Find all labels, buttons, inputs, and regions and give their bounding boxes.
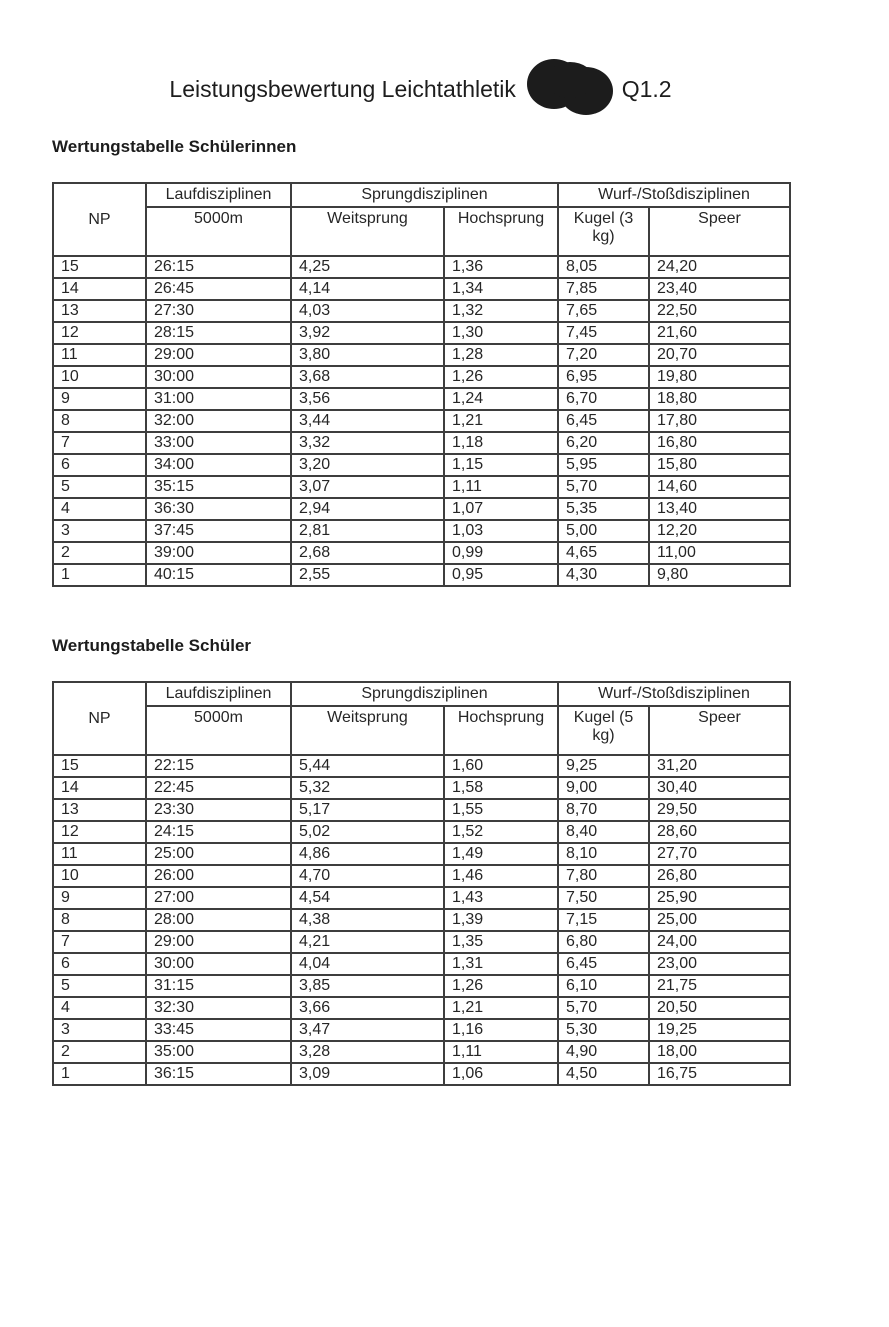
value-cell: 20,50	[649, 997, 790, 1019]
value-cell: 9,80	[649, 564, 790, 586]
col-header-np: NP	[53, 682, 146, 755]
value-cell: 1,11	[444, 476, 558, 498]
value-cell: 28,60	[649, 821, 790, 843]
table-row	[53, 887, 790, 909]
np-cell: 6	[53, 454, 146, 476]
value-cell: 1,18	[444, 432, 558, 454]
np-cell: 9	[53, 887, 146, 909]
col-header-sprungdisziplinen: Sprungdisziplinen	[291, 183, 558, 207]
value-cell: 36:30	[146, 498, 291, 520]
np-cell: 11	[53, 843, 146, 865]
col-header-hochsprung: Hochsprung	[444, 706, 558, 755]
value-cell: 5,32	[291, 777, 444, 799]
value-cell: 0,95	[444, 564, 558, 586]
value-cell: 6,10	[558, 975, 649, 997]
value-cell: 1,49	[444, 843, 558, 865]
np-cell: 12	[53, 322, 146, 344]
value-cell: 3,47	[291, 1019, 444, 1041]
col-header-sprungdisziplinen: Sprungdisziplinen	[291, 682, 558, 706]
table-row	[53, 909, 790, 931]
value-cell: 1,26	[444, 366, 558, 388]
value-cell: 1,35	[444, 931, 558, 953]
value-cell: 29:00	[146, 931, 291, 953]
score-table-schueler	[52, 681, 791, 1086]
value-cell: 23,40	[649, 278, 790, 300]
section-heading-schueler: Wertungstabelle Schüler	[52, 636, 252, 655]
col-header-wurfstossdisziplinen: Wurf-/Stoßdisziplinen	[558, 183, 790, 207]
value-cell: 33:00	[146, 432, 291, 454]
np-cell: 13	[53, 799, 146, 821]
table-row	[53, 997, 790, 1019]
value-cell: 28:15	[146, 322, 291, 344]
value-cell: 8,05	[558, 256, 649, 278]
col-header-kugel: Kugel (3 kg)	[558, 207, 649, 256]
value-cell: 26:15	[146, 256, 291, 278]
value-cell: 1,34	[444, 278, 558, 300]
value-cell: 1,07	[444, 498, 558, 520]
np-cell: 13	[53, 300, 146, 322]
np-cell: 14	[53, 777, 146, 799]
value-cell: 8,40	[558, 821, 649, 843]
table-row	[53, 1041, 790, 1063]
value-cell: 24:15	[146, 821, 291, 843]
value-cell: 36:15	[146, 1063, 291, 1085]
value-cell: 2,81	[291, 520, 444, 542]
value-cell: 20,70	[649, 344, 790, 366]
value-cell: 4,25	[291, 256, 444, 278]
score-table-schuelerinnen	[52, 182, 791, 587]
value-cell: 18,80	[649, 388, 790, 410]
table-row	[53, 821, 790, 843]
value-cell: 31:00	[146, 388, 291, 410]
value-cell: 1,11	[444, 1041, 558, 1063]
np-cell: 6	[53, 953, 146, 975]
value-cell: 34:00	[146, 454, 291, 476]
value-cell: 31,20	[649, 755, 790, 777]
value-cell: 23,00	[649, 953, 790, 975]
value-cell: 28:00	[146, 909, 291, 931]
np-cell: 1	[53, 1063, 146, 1085]
value-cell: 1,43	[444, 887, 558, 909]
value-cell: 4,30	[558, 564, 649, 586]
value-cell: 6,20	[558, 432, 649, 454]
value-cell: 3,85	[291, 975, 444, 997]
value-cell: 1,16	[444, 1019, 558, 1041]
np-cell: 4	[53, 498, 146, 520]
value-cell: 23:30	[146, 799, 291, 821]
value-cell: 5,00	[558, 520, 649, 542]
value-cell: 1,60	[444, 755, 558, 777]
value-cell: 4,21	[291, 931, 444, 953]
value-cell: 25,90	[649, 887, 790, 909]
value-cell: 30:00	[146, 953, 291, 975]
value-cell: 2,94	[291, 498, 444, 520]
value-cell: 22,50	[649, 300, 790, 322]
table-row	[53, 865, 790, 887]
table-row	[53, 432, 790, 454]
value-cell: 1,21	[444, 410, 558, 432]
table-row	[53, 454, 790, 476]
value-cell: 1,36	[444, 256, 558, 278]
value-cell: 40:15	[146, 564, 291, 586]
value-cell: 3,20	[291, 454, 444, 476]
col-header-hochsprung: Hochsprung	[444, 207, 558, 256]
value-cell: 15,80	[649, 454, 790, 476]
np-cell: 5	[53, 975, 146, 997]
value-cell: 30:00	[146, 366, 291, 388]
value-cell: 7,85	[558, 278, 649, 300]
col-header-5000m: 5000m	[146, 706, 291, 755]
table-row	[53, 777, 790, 799]
value-cell: 25,00	[649, 909, 790, 931]
value-cell: 4,65	[558, 542, 649, 564]
table-row	[53, 300, 790, 322]
value-cell: 3,92	[291, 322, 444, 344]
value-cell: 14,60	[649, 476, 790, 498]
col-header-speer: Speer	[649, 207, 790, 256]
value-cell: 1,39	[444, 909, 558, 931]
value-cell: 8,70	[558, 799, 649, 821]
value-cell: 3,56	[291, 388, 444, 410]
value-cell: 11,00	[649, 542, 790, 564]
col-header-kugel: Kugel (5 kg)	[558, 706, 649, 755]
value-cell: 1,55	[444, 799, 558, 821]
value-cell: 27:00	[146, 887, 291, 909]
value-cell: 5,95	[558, 454, 649, 476]
value-cell: 3,44	[291, 410, 444, 432]
np-cell: 15	[53, 256, 146, 278]
value-cell: 6,45	[558, 410, 649, 432]
np-cell: 14	[53, 278, 146, 300]
page-content	[52, 0, 789, 1086]
np-cell: 4	[53, 997, 146, 1019]
table-row	[53, 498, 790, 520]
value-cell: 4,14	[291, 278, 444, 300]
np-cell: 8	[53, 410, 146, 432]
header-group-row	[53, 183, 790, 207]
value-cell: 5,30	[558, 1019, 649, 1041]
table-header	[53, 682, 790, 755]
value-cell: 24,20	[649, 256, 790, 278]
value-cell: 32:00	[146, 410, 291, 432]
np-cell: 10	[53, 366, 146, 388]
value-cell: 3,32	[291, 432, 444, 454]
value-cell: 1,21	[444, 997, 558, 1019]
table-row	[53, 1019, 790, 1041]
value-cell: 3,07	[291, 476, 444, 498]
table-row	[53, 542, 790, 564]
table-row	[53, 322, 790, 344]
value-cell: 18,00	[649, 1041, 790, 1063]
header-sub-row	[53, 207, 790, 256]
np-cell: 5	[53, 476, 146, 498]
value-cell: 5,70	[558, 997, 649, 1019]
value-cell: 26,80	[649, 865, 790, 887]
table-row	[53, 1063, 790, 1085]
value-cell: 3,80	[291, 344, 444, 366]
value-cell: 7,50	[558, 887, 649, 909]
col-header-wurfstossdisziplinen: Wurf-/Stoßdisziplinen	[558, 682, 790, 706]
value-cell: 5,70	[558, 476, 649, 498]
table-body	[53, 256, 790, 586]
value-cell: 22:45	[146, 777, 291, 799]
value-cell: 3,66	[291, 997, 444, 1019]
value-cell: 1,58	[444, 777, 558, 799]
value-cell: 5,02	[291, 821, 444, 843]
page-title-prefix: Leistungsbewertung Leichtathletik	[169, 76, 516, 102]
value-cell: 3,28	[291, 1041, 444, 1063]
table-row	[53, 388, 790, 410]
table-header	[53, 183, 790, 256]
value-cell: 1,03	[444, 520, 558, 542]
col-header-np: NP	[53, 183, 146, 256]
value-cell: 17,80	[649, 410, 790, 432]
value-cell: 4,70	[291, 865, 444, 887]
value-cell: 26:45	[146, 278, 291, 300]
value-cell: 16,80	[649, 432, 790, 454]
col-header-laufdisziplinen: Laufdisziplinen	[146, 183, 291, 207]
value-cell: 32:30	[146, 997, 291, 1019]
table-row	[53, 975, 790, 997]
value-cell: 3,09	[291, 1063, 444, 1085]
table-row	[53, 931, 790, 953]
value-cell: 12,20	[649, 520, 790, 542]
table-row	[53, 520, 790, 542]
value-cell: 22:15	[146, 755, 291, 777]
value-cell: 1,28	[444, 344, 558, 366]
value-cell: 13,40	[649, 498, 790, 520]
value-cell: 39:00	[146, 542, 291, 564]
value-cell: 4,38	[291, 909, 444, 931]
value-cell: 4,54	[291, 887, 444, 909]
value-cell: 4,03	[291, 300, 444, 322]
value-cell: 7,45	[558, 322, 649, 344]
value-cell: 19,80	[649, 366, 790, 388]
np-cell: 1	[53, 564, 146, 586]
col-header-weitsprung: Weitsprung	[291, 706, 444, 755]
np-cell: 2	[53, 1041, 146, 1063]
value-cell: 24,00	[649, 931, 790, 953]
value-cell: 1,24	[444, 388, 558, 410]
np-cell: 9	[53, 388, 146, 410]
table-row	[53, 755, 790, 777]
table-row	[53, 278, 790, 300]
value-cell: 5,35	[558, 498, 649, 520]
value-cell: 19,25	[649, 1019, 790, 1041]
value-cell: 29:00	[146, 344, 291, 366]
value-cell: 31:15	[146, 975, 291, 997]
np-cell: 12	[53, 821, 146, 843]
np-cell: 2	[53, 542, 146, 564]
value-cell: 4,90	[558, 1041, 649, 1063]
table-row	[53, 953, 790, 975]
value-cell: 6,70	[558, 388, 649, 410]
value-cell: 33:45	[146, 1019, 291, 1041]
value-cell: 7,20	[558, 344, 649, 366]
header-group-row	[53, 682, 790, 706]
value-cell: 5,44	[291, 755, 444, 777]
value-cell: 2,55	[291, 564, 444, 586]
col-header-speer: Speer	[649, 706, 790, 755]
value-cell: 16,75	[649, 1063, 790, 1085]
table-row	[53, 799, 790, 821]
col-header-weitsprung: Weitsprung	[291, 207, 444, 256]
value-cell: 3,68	[291, 366, 444, 388]
col-header-laufdisziplinen: Laufdisziplinen	[146, 682, 291, 706]
value-cell: 21,60	[649, 322, 790, 344]
np-cell: 7	[53, 931, 146, 953]
value-cell: 5,17	[291, 799, 444, 821]
value-cell: 6,95	[558, 366, 649, 388]
section-heading-schuelerinnen: Wertungstabelle Schülerinnen	[52, 137, 297, 156]
value-cell: 37:45	[146, 520, 291, 542]
value-cell: 1,46	[444, 865, 558, 887]
value-cell: 7,65	[558, 300, 649, 322]
header-sub-row	[53, 706, 790, 755]
value-cell: 1,15	[444, 454, 558, 476]
value-cell: 1,26	[444, 975, 558, 997]
value-cell: 9,25	[558, 755, 649, 777]
value-cell: 0,99	[444, 542, 558, 564]
page-title	[52, 0, 789, 106]
np-cell: 10	[53, 865, 146, 887]
value-cell: 2,68	[291, 542, 444, 564]
value-cell: 1,30	[444, 322, 558, 344]
np-cell: 15	[53, 755, 146, 777]
value-cell: 4,86	[291, 843, 444, 865]
np-cell: 3	[53, 520, 146, 542]
value-cell: 1,06	[444, 1063, 558, 1085]
value-cell: 29,50	[649, 799, 790, 821]
value-cell: 35:00	[146, 1041, 291, 1063]
col-header-5000m: 5000m	[146, 207, 291, 256]
value-cell: 6,45	[558, 953, 649, 975]
np-cell: 11	[53, 344, 146, 366]
table-body	[53, 755, 790, 1085]
value-cell: 25:00	[146, 843, 291, 865]
value-cell: 4,04	[291, 953, 444, 975]
value-cell: 9,00	[558, 777, 649, 799]
np-cell: 3	[53, 1019, 146, 1041]
value-cell: 7,15	[558, 909, 649, 931]
value-cell: 21,75	[649, 975, 790, 997]
np-cell: 8	[53, 909, 146, 931]
value-cell: 1,52	[444, 821, 558, 843]
table-row	[53, 366, 790, 388]
value-cell: 1,32	[444, 300, 558, 322]
value-cell: 4,50	[558, 1063, 649, 1085]
value-cell: 7,80	[558, 865, 649, 887]
redaction-blob	[526, 76, 614, 102]
page-title-suffix: Q1.2	[621, 76, 672, 102]
value-cell: 8,10	[558, 843, 649, 865]
table-row	[53, 256, 790, 278]
table-row	[53, 476, 790, 498]
value-cell: 30,40	[649, 777, 790, 799]
table-row	[53, 344, 790, 366]
value-cell: 27,70	[649, 843, 790, 865]
np-cell: 7	[53, 432, 146, 454]
value-cell: 27:30	[146, 300, 291, 322]
table-row	[53, 410, 790, 432]
value-cell: 26:00	[146, 865, 291, 887]
value-cell: 1,31	[444, 953, 558, 975]
table-row	[53, 843, 790, 865]
value-cell: 6,80	[558, 931, 649, 953]
table-row	[53, 564, 790, 586]
value-cell: 35:15	[146, 476, 291, 498]
